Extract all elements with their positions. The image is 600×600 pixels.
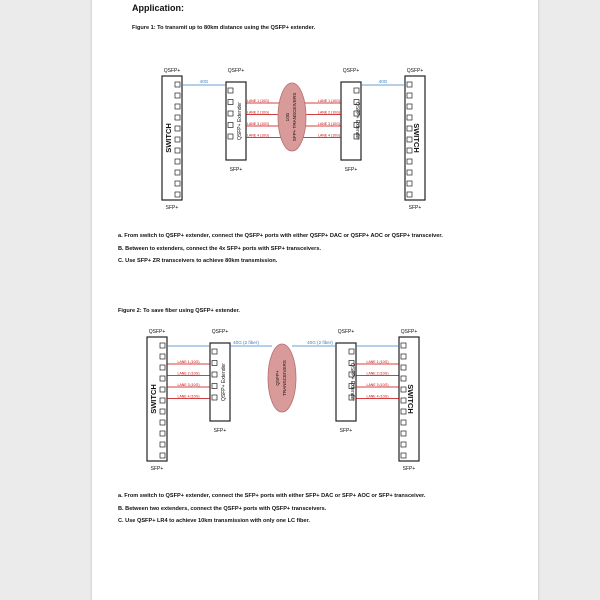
left-switch-port (160, 343, 165, 348)
right-extender-qsfp-label: QSFP+ (342, 68, 360, 74)
figure2-caption: Figure 2: To save fiber using QSFP+ extender. (118, 308, 240, 314)
left-switch-port (160, 354, 165, 359)
left-lane-label: LANE 3 (10G) (177, 383, 200, 387)
right-switch-port (401, 409, 406, 414)
left-switch-port (160, 365, 165, 370)
left-lane-label: LANE 1 (10G) (177, 360, 200, 364)
right-switch-port (401, 420, 406, 425)
left-switch-sfp-label: SFP+ (165, 205, 179, 211)
right-switch-qsfp-label: QSFP+ (406, 68, 424, 74)
left-switch-port (160, 420, 165, 425)
right-switch-port (401, 376, 406, 381)
left-lane-label: LANE 1 (10G) (247, 99, 269, 103)
left-extender-port (212, 349, 217, 354)
left-extender-label: QSFP+ Extender (221, 363, 227, 401)
figure1-step-a: a. From switch to QSFP+ extender, connect the QSFP+ ports with either QSFP+ DAC or QSFP+ AOC or QSFP+ transceiver. (118, 233, 443, 239)
left-extender-sfp-label: SFP+ (229, 167, 243, 173)
right-extender-port (349, 349, 354, 354)
left-lane-label: LANE 3 (10G) (247, 122, 269, 126)
right-extender-sfp-label: SFP+ (339, 428, 353, 434)
left-switch-port (160, 387, 165, 392)
right-lane-label: LANE 4 (10G) (366, 394, 389, 399)
left-link-label: 40G (199, 79, 209, 84)
figure1-step-b: B. Between to extenders, connect the 4x SFP+ ports with SFP+ transceivers. (118, 245, 321, 252)
right-switch-sfp-label: SFP+ (408, 205, 422, 211)
left-extender-port (212, 384, 217, 389)
left-switch-port (160, 398, 165, 403)
left-extender-sfp-label: SFP+ (213, 428, 227, 434)
figure1-step-c: C. Use SFP+ ZR transceivers to achieve 80km transmission. (118, 258, 278, 264)
right-lane-label: LANE 3 (10G) (318, 122, 340, 126)
right-switch-sfp-label: SFP+ (402, 466, 416, 472)
left-extender-qsfp-label: QSFP+ (227, 68, 245, 74)
right-extender-sfp-label: SFP+ (344, 167, 358, 173)
left-extender-port (212, 395, 217, 400)
right-lane-label: LANE 2 (10G) (318, 110, 340, 115)
left-switch-qsfp-label: QSFP+ (163, 68, 181, 74)
right-fiber-label: 40G (2 fiber) (307, 340, 333, 345)
left-switch-qsfp-label: QSFP+ (148, 329, 166, 335)
right-extender-label: QSFP+ Extender (349, 363, 355, 401)
right-switch-label: SWITCH (406, 384, 415, 414)
left-lane-label: LANE 4 (10G) (247, 133, 269, 138)
right-switch-port (401, 431, 406, 436)
left-lane-label: LANE 2 (10G) (247, 110, 269, 115)
left-fiber-label: 40G (2 fiber) (233, 340, 259, 345)
cloud-label-line2: SFP+ TRANSCEIVERS (292, 92, 297, 142)
left-switch-port (160, 376, 165, 381)
left-extender-box (210, 343, 230, 421)
right-switch-port (401, 387, 406, 392)
left-lane-label: LANE 2 (10G) (177, 371, 200, 376)
left-extender-port (212, 372, 217, 377)
right-lane-label: LANE 2 (10G) (366, 371, 389, 376)
right-lane-label: LANE 1 (10G) (318, 99, 340, 103)
left-extender-port (212, 361, 217, 366)
cloud-label-line2: TRANSCEIVERS (282, 360, 287, 396)
right-lane-label: LANE 3 (10G) (366, 383, 389, 387)
left-switch-port (160, 442, 165, 447)
right-extender-qsfp-label: QSFP+ (337, 329, 355, 335)
figure2-step-b: B. Between two extenders, connect the QSFP+ ports with QSFP+ transceivers. (118, 505, 327, 512)
right-switch-port (401, 453, 406, 458)
right-extender-label: QSFP+ Extender (354, 102, 360, 140)
figure1-steps (118, 230, 478, 268)
left-switch-port (160, 431, 165, 436)
right-switch-port (401, 365, 406, 370)
left-lane-label: LANE 4 (10G) (177, 394, 200, 399)
right-lane-label: LANE 4 (10G) (318, 133, 340, 138)
right-switch-port (401, 354, 406, 359)
cloud-label-line1: QSFP+ (275, 370, 280, 386)
figure2-step-c: C. Use QSFP+ LR4 to achieve 10km transmission with only one LC fiber. (118, 518, 310, 524)
figure1-caption: Figure 1: To transmit up to 80km distance using the QSFP+ extender. (132, 25, 316, 31)
application-heading: Application: (132, 3, 184, 13)
left-switch-sfp-label: SFP+ (150, 466, 164, 472)
figure2-steps (118, 490, 478, 528)
cloud-label-line1: 10G (285, 112, 290, 122)
right-switch-port (401, 398, 406, 403)
figure2-step-a: a. From switch to QSFP+ extender, connect the SFP+ ports with either SFP+ DAC or SFP+ AOC or SFP+ transceiver. (118, 493, 426, 499)
left-extender-label: QSFP+ Extender (237, 102, 243, 140)
left-extender-qsfp-label: QSFP+ (211, 329, 229, 335)
right-lane-label: LANE 1 (10G) (366, 360, 389, 364)
left-switch-port (160, 409, 165, 414)
right-link-label: 40G (378, 79, 388, 84)
right-switch-qsfp-label: QSFP+ (400, 329, 418, 335)
right-switch-port (401, 442, 406, 447)
left-switch-label: SWITCH (164, 123, 173, 153)
right-switch-label: SWITCH (412, 123, 421, 153)
left-switch-port (160, 453, 165, 458)
right-switch-port (401, 343, 406, 348)
left-switch-label: SWITCH (149, 384, 158, 414)
